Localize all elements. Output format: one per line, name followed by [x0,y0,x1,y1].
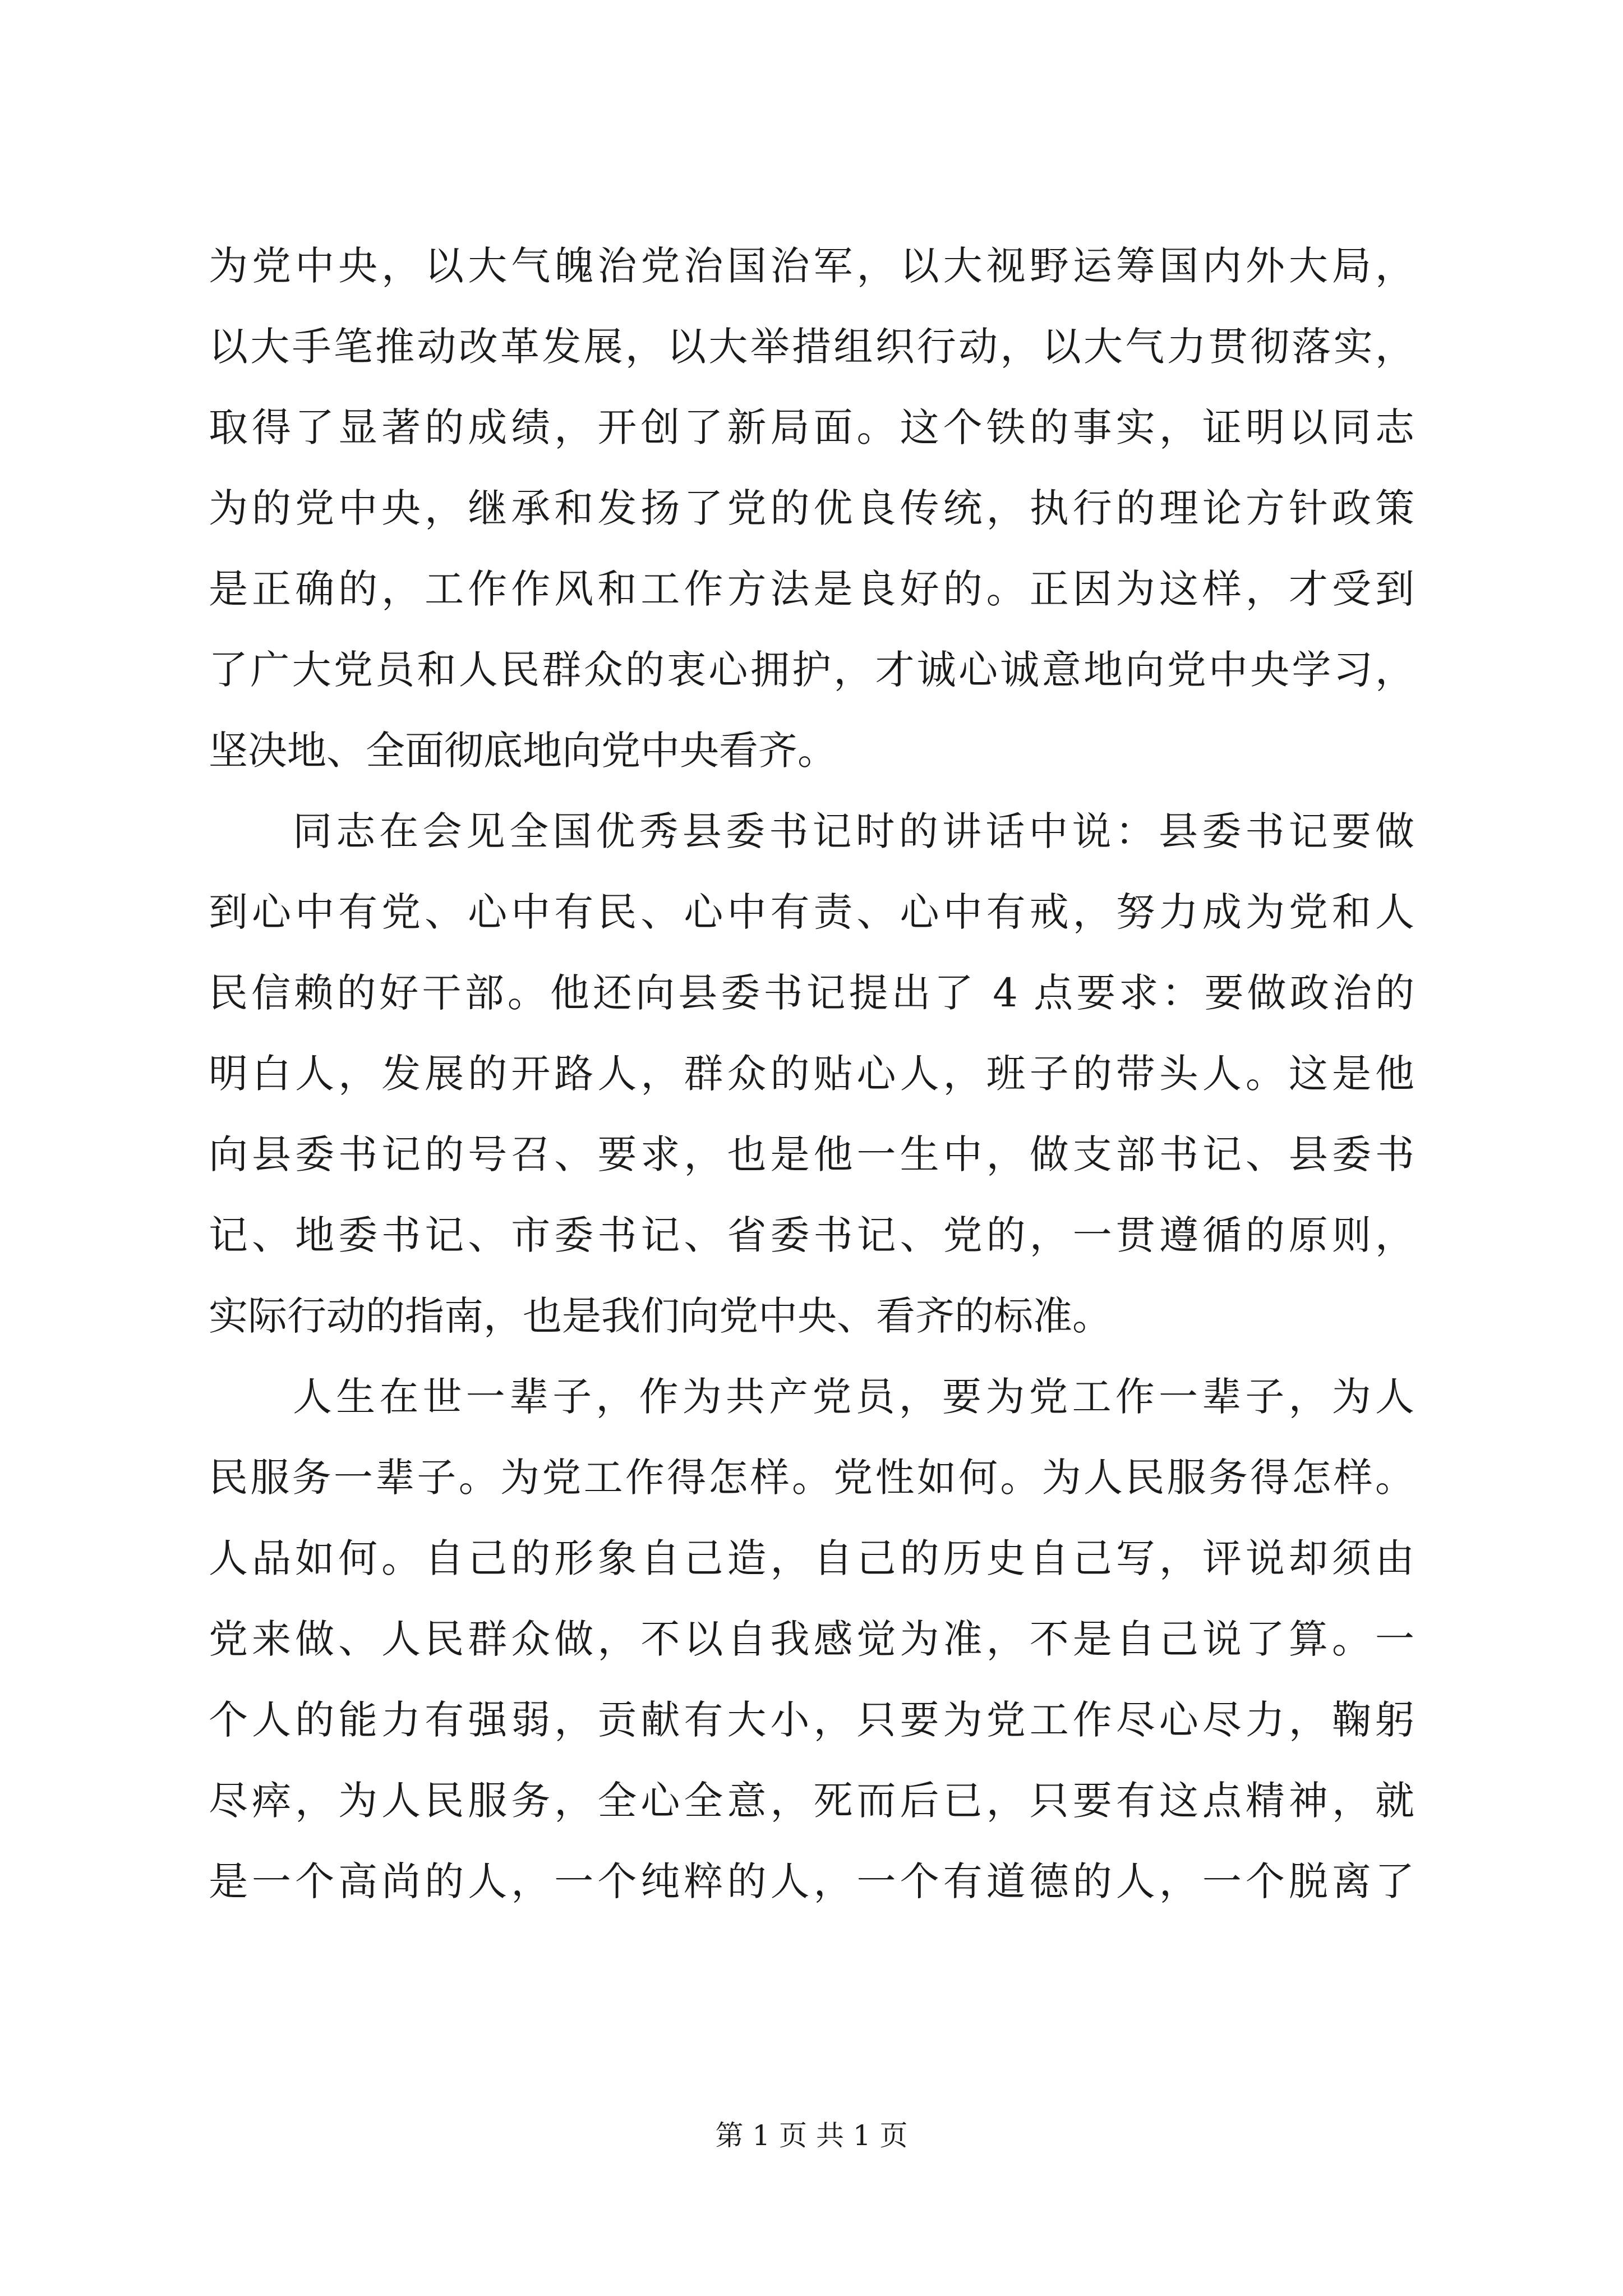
text-line: 党来做、人民群众做，不以自我感觉为准，不是自己说了算。一 [209,1616,1414,1662]
text-line: 记、地委书记、市委书记、省委书记、党的，一贯遵循的原则， [209,1212,1414,1258]
text-line: 人生在世一辈子，作为共产党员，要为党工作一辈子，为人 [293,1374,1414,1420]
text-line: 向县委书记的号召、要求，也是他一生中，做支部书记、县委书 [209,1131,1414,1177]
paragraph-3 [209,1356,1414,1922]
paragraph-2 [209,791,1414,1356]
text-line: 同志在会见全国优秀县委书记时的讲话中说：县委书记要做 [293,808,1414,854]
text-line: 为的党中央，继承和发扬了党的优良传统，执行的理论方针政策 [209,485,1414,531]
page-number: 第 1 页 共 1 页 [715,2119,908,2152]
text-line: 到心中有党、心中有民、心中有责、心中有戒，努力成为党和人 [209,889,1414,935]
text-line: 人品如何。自己的形象自己造，自己的历史自己写，评说却须由 [209,1535,1414,1581]
page-footer [0,2116,1623,2155]
text-line: 明白人，发展的开路人，群众的贴心人，班子的带头人。这是他 [209,1051,1414,1097]
text-line: 是一个高尚的人，一个纯粹的人，一个有道德的人，一个脱离了 [209,1858,1414,1904]
text-line: 为党中央，以大气魄治党治国治军，以大视野运筹国内外大局， [209,243,1414,289]
text-line: 是正确的，工作作风和工作方法是良好的。正因为这样，才受到 [209,566,1414,612]
text-line: 民服务一辈子。为党工作得怎样。党性如何。为人民服务得怎样。 [209,1455,1414,1501]
text-line: 取得了显著的成绩，开创了新局面。这个铁的事实，证明以同志 [209,404,1414,450]
text-line: 了广大党员和人民群众的衷心拥护，才诚心诚意地向党中央学习， [209,647,1414,693]
text-line: 实际行动的指南，也是我们向党中央、看齐的标准。 [209,1293,1112,1339]
text-line: 民信赖的好干部。他还向县委书记提出了 4 点要求：要做政治的 [209,970,1414,1016]
document-body [209,226,1414,1922]
text-line: 坚决地、全面彻底地向党中央看齐。 [209,728,837,774]
text-line: 个人的能力有强弱，贡献有大小，只要为党工作尽心尽力，鞠躬 [209,1697,1414,1743]
text-line: 以大手笔推动改革发展，以大举措组织行动，以大气力贯彻落实， [209,324,1414,370]
paragraph-1 [209,226,1414,791]
text-line: 尽瘁，为人民服务，全心全意，死而后已，只要有这点精神，就 [209,1778,1414,1824]
